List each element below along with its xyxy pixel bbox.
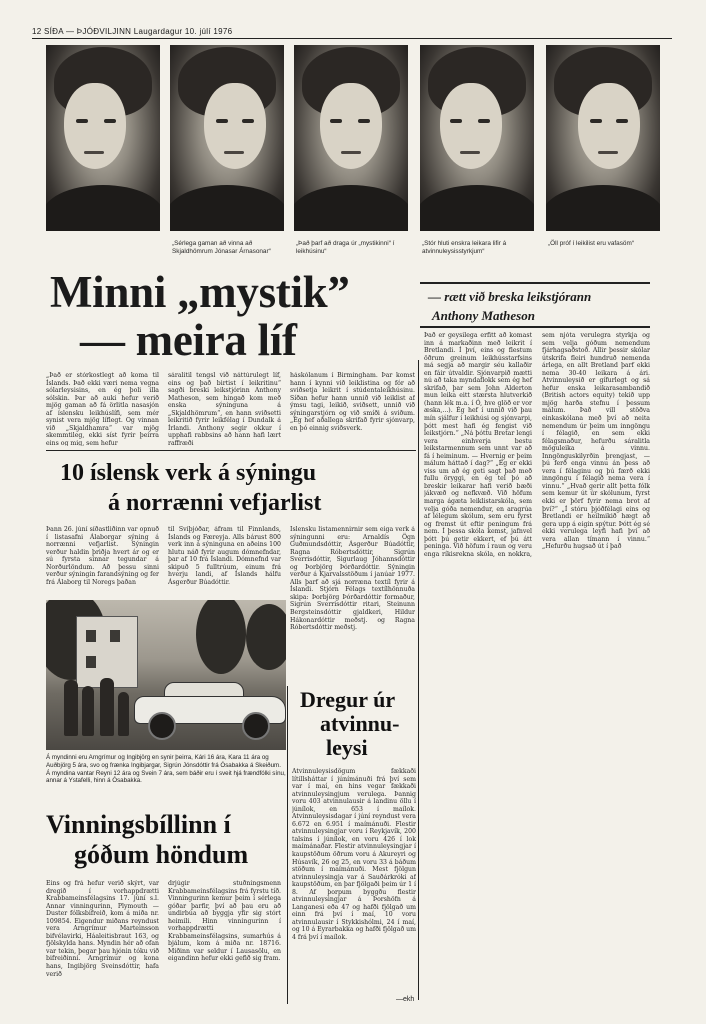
article-column: Íslensku listamennirnir sem eiga verk á sýningunni eru: Arnaldís Ögn Guðmundsdóttir, Ásgerður Búadóttir, Ragna Róbertsdóttir, Sigrún Sverrisdóttir, Sigurlaug Jóhannsdóttir og Þorbjörg Þórðardóttir. Sýningin verður á Kjarvalsstöðum í janúar 1977. Alls þarf að sjá norræna textíl fyrir á Íslandi. Stjórn Félags textílhönnuða skipa: Þorbjörg Þórðardóttir formaður, Sigrún Sverrisdóttir ritari, Steinunn Bergsteinsdóttir gjaldkeri, Hildur Hákonardóttir meðstj. og Ragna Róbertsdóttir meðstj. — [290, 526, 415, 632]
subheading-line: — rætt við breska leikstjórann — [428, 289, 592, 304]
interview-subheading — [420, 282, 650, 328]
photo-caption: „Öll próf í leikilist eru vafasöm“ — [548, 240, 634, 247]
portrait-photo — [420, 45, 534, 231]
article-endmark: —ekh — [396, 996, 415, 1003]
portrait-photo-strip — [46, 45, 660, 231]
car-photo-caption: Á myndinni eru Arngrímur og Ingibjörg en synir þeirra, Kári 16 ára, Kara 11 ára og Auðbjörg 5 ára, svo og frænka Ingibjargar, Sigrún Jónsdóttir frá Ósabakka á Skeiðum. Á myndina vantar Reyni 12 ára og Svein 7 ára, sem báðir eru í sveit hjá frændfólki sínu, annar á Ystafelli, hinn á Ósabakka. — [46, 754, 286, 785]
article-column: til Svíþjóðar, áfram til Finnlands, Íslands og Færeyja. Alls bárust 800 verk inn á sýninguna en aðeins 100 hlutu náð fyrir augum dómnefndar, þar af 10 frá Íslandi. Dómnefnd var skipuð 5 fulltrúum, einum frá hverju landi, af Íslands hálfu Ásgerður Búadóttir. — [168, 526, 281, 586]
main-headline — [50, 268, 430, 364]
headline-line: Dregur úr — [300, 687, 396, 712]
section-divider — [46, 450, 416, 451]
masthead: 12 SÍÐA — ÞJÓÐVILJINN Laugardagur 10. júlí 1976 — [32, 27, 672, 39]
article-column: Það er geysilega erfitt að komast inn á markaðinn með leikrit í Bretlandi. Í því, eins og flestum öðrum greinum leikhússtarfsins má segja að margir séu kallaðir en fáir útvaldir. Sjónvarpið mætti nú að taka myndaflokk sem ég hef skrifað, þar sem John Alderton mun leika eitt stærsta hlutverkið (hann lék m.a. í Ó, hve glöð er vor æska,...). Ég hef í unnið við þau mín sjálfur í leikhúsi og sjónvarpi, þótt mest hafi ég fengist við leikstjórn.“ „Ná þóttu Bretar lengi vera einhverja bestu leikstarmennum sem unnt var að fá í heiminum. — Hvernig er þeim málum háttað í dag?“ „Ég er ekki viss um að ég geti sagt það með fullu öryggi, en ég tel þó að breskir leikarar hafi verið bæði jákvæð og nefkvæð. Við höfum marga ágæta leiklistarskóla, sem velja góða nemendur, en aragrúa af lélegum skólum, sem eru fyrst og fremst út eftir peningum frá nem. Í þessa skóla kemst, jafnvel þótt þú getir ekkert, ef þú átt peninga. Við höfum í raun og veru enga ríkisrekna skóla, en nokkra, sem njóta verulegra styrkja og sem velja góðum nemendum fjárhagsaðstoð. Allir þessir skólar útskrifa fleiri hundruð nemenda árlega, en allt Bretland þarf ekki nema 30-40 leikara á ári. Atvinnuleysið er gífurlegt og sá hefur enska leikarasambandið (British actors equity) tekið upp mjög harða stefnu í þessum málum. Það vill stöðva einkaskólana með því að neita nemendum úr þeim um inngöngu í félagið, en sem ekki félagsmaður, hefurðu sáralitla möguleika á vinnu. Inngönguskilyrðin þrengjast, — þú ferð enga vinnu án þess að vera í félaginu og þú færð ekki inngöngu í félagið nema vera í vinnu.“ „Hvað gerir allt þetta fólk sem kemur út úr skólunum, fyrst ekki er þörf fyrir nema brot af því?“ „Í stóru þjóðfélagi eins og Bretlandi er heilmikið hægt að gera upp á eigin spýtur. Þótt ég sé ekki verulega leyfi hafi því að vera allan tímann í vinnu.“ „Hefurðu hugsað út í það — [424, 332, 650, 558]
article-column: Atvinnuleysisdögum fækkaði lítillsháttar í júnímánuði frá því sem var í maí, en hins vegar fækkaði atvinnuleysingjum verulega. Þannig voru 403 atvinnulausir á landinu öllu í júnílok, en 653 í maílok. Atvinnuleysisdagar í júní reyndust vera 6.672 en 6.951 í maímánuði. Flestir atvinnuleysingjar voru í Reykjavík, 200 talsins í júnílok, en voru 426 í lok maímánaðar. Flestir atvinnuleysingjar í kaupstöðum öðrum voru á Akureyri og Húsavík, 26 og 25, en voru 33 á báðum stöðum í maímánuði. Mest fjölgun atvinnuleysingja var á Sauðárkróki af kaupstöðum, en þar fjölgaði þeim úr 1 í 8. Af þorpum byggðu flestir atvinnuleysingjar á Þorshöfn á Langanesi eða 47 og hafði fjölgað um einn frá því í maí, 10 voru atvinnulausir í Stykkishólmi, 24 í maí, og 10 á Eyrarbakka og hafði fjölgað um 4 frá því í maílok. — [292, 768, 416, 942]
subheading-line: Anthony Matheson — [432, 308, 535, 323]
headline-line: á norrænni vefjarlist — [108, 490, 322, 516]
article-headline — [300, 688, 399, 760]
article-column: Þann 26. júní síðastliðinn var opnuð í listasafni Álaborgar sýning á norrænni vefjarlist. Sýningin verður haldin þriðja hvert ár og er sú fyrsta sinnar tegundar á Norðurlöndum. Að þessu sinni verður sýningin farandsýning og fer frá Álaborg til Noregs þaðan — [46, 526, 159, 586]
article-column: Eins og frá hefur verið skýrt, var dregið í vorhappdrætti Krabbameinsfélagsins 17. júní s.l. Annar vinningurinn, Plymouth — Duster fólksbifreið, kom á miða nr. 109854. Eigendur miðans reyndust vera Arngrímur Marteinsson bifvélavirki, Háaleitisbraut 163, og fjölskylda hans. Myndin hér að ofan var tekin, þegar þau hjónin tóku við bifreiðinni. Arngrímur og kona hans, Ingibjörg Sveinsdóttir, hafa verið — [46, 880, 159, 978]
portrait-photo — [546, 45, 660, 231]
portrait-photo — [170, 45, 284, 231]
photo-caption: „Stór hluti enskra leikara lifir á atvinnuleysisstyrkjum“ — [422, 240, 507, 255]
winner-car-photo — [46, 600, 286, 750]
headline-line: Vinningsbíllinn í — [46, 810, 231, 839]
headline-line: leysi — [326, 735, 368, 760]
column-divider — [418, 360, 419, 1000]
portrait-photo — [294, 45, 408, 231]
photo-caption: „Það þarf að draga úr „mystikinni“ í leikhúsinu“ — [296, 240, 395, 255]
photo-caption: „Sérlega gaman að vinna að Skjaldhömrum Jónasar Árnasonar“ — [172, 240, 271, 255]
headline-line: atvinnu- — [320, 711, 400, 736]
headline-line: — meira líf — [80, 315, 297, 365]
article-headline — [46, 810, 248, 870]
portrait-photo — [46, 45, 160, 231]
headline-line: góðum höndum — [74, 840, 249, 869]
headline-line: 10 íslensk verk á sýningu — [60, 460, 317, 486]
headline-line: Minni „mystik” — [50, 267, 350, 317]
article-column: sáralítil tengsl við náttúrulegt líf, eins og það birtist í leikritinu“ sagði breski leikstjórinn Anthony Matheson, sem hingað kom með enska sýninguna á „Skjaldhömrum“, en hann sviðsetti leikritið fyrir leikfélag í Dundalk á Írlandi. Anthony segir okkur í upphafi rabbsins að hann hafi lært raffræði — [168, 372, 281, 446]
column-divider — [287, 686, 288, 1004]
article-column: drjúgir stuðningsmenn Krabbameinsfélagsins frá fyrstu tíð. Vinningurinn kemur þeim í sérlega góðar þarfir, því að þau eru að undirbúa að byggja yfir sig stórt heimili. Hinn vinningurinn í vorhappdrætti Krabbameinsfélagsins, sumarhús á bjálum, kom á miða nr. 18716. Miðinn var seldur í Lausasölu, en eigandinn hefur ekki gefið sig fram. — [168, 880, 281, 963]
article-headline — [60, 458, 321, 518]
article-column: „Það er stórkostlegt að koma til Íslands. Það ekki væri nema vegna sólarleysisins, en ég þoli illa sólskin. Þar að auki hefur verið mjög gaman að fá örlitla nasasjón af íslensku leikhúslífi, sem mér synist vera mjög líflegt. Og vinnan við „Skjaldhamra“ var mjög skemmtileg, ekki síst fyrir þeirra eins og mig, sem hefur — [46, 372, 159, 446]
article-column: háskólanum í Birmingham. Þar komst hann í kynni við leiklistina og fór að sviðsetja leikrit í stúdentaleikhúsinu. Síðan hefur hann unnið við leiklist af ýmsu tagi, leikið, sviðsett, unnið við sýningarstjórn og við smíði á sviðum. „Ég hef aðallega skrifað fyrir sjónvarp, en þó einnig sviðsverk. — [290, 372, 415, 432]
